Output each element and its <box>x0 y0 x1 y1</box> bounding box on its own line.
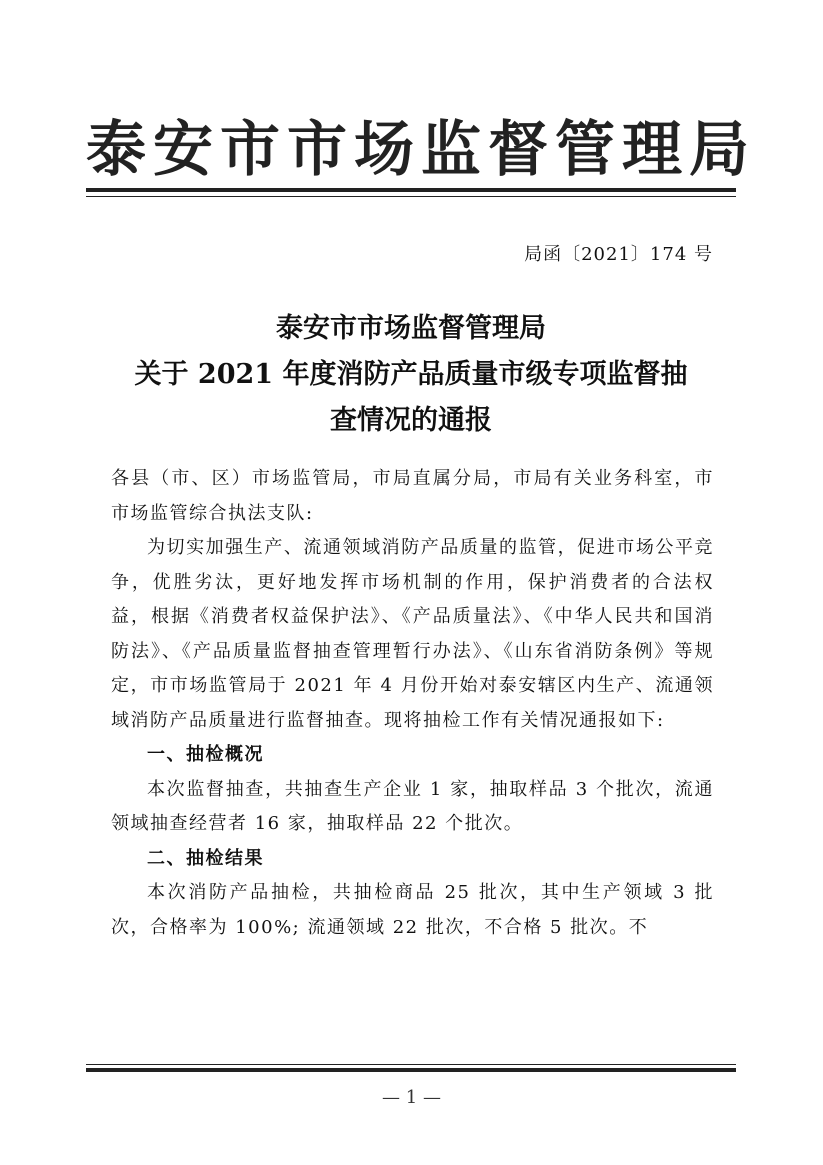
paragraph-results: 本次消防产品抽检，共抽检商品 25 批次，其中生产领域 3 批次，合格率为 100%; 流通领域 22 批次，不合格 5 批次。不 <box>111 882 714 938</box>
document-body <box>111 462 714 945</box>
title-line-3: 查情况的通报 <box>330 405 492 436</box>
salutation: 各县（市、区）市场监管局，市局直属分局，市局有关业务科室，市市场监管综合执法支队: <box>111 468 714 524</box>
document-title <box>86 306 736 444</box>
title-line-2: 关于 2021 年度消防产品质量市级专项监督抽 <box>134 359 688 390</box>
header-rule-thick <box>86 188 736 192</box>
paragraph-intro: 为切实加强生产、流通领域消防产品质量的监管，促进市场公平竞争，优胜劣汰，更好地发挥市场机制的作用，保护消费者的合法权益，根据《消费者权益保护法》、《产品质量法》、《中华人民共和国消防法》、《产品质量监督抽查管理暂行办法》、《山东省消防条例》等规定，市市场监管局于 2021 年 4 月份开始对泰安辖区内生产、流通领域消防产品质量进行监督抽查。现将抽检工作有关情况通报如下: <box>111 537 714 731</box>
header-rule-thin <box>86 196 736 197</box>
document-number: 局函〔2021〕174 号 <box>524 244 713 265</box>
paragraph-overview: 本次监督抽查，共抽查生产企业 1 家，抽取样品 3 个批次，流通领域抽查经营者 16 家，抽取样品 22 个批次。 <box>111 778 714 834</box>
agency-masthead: 泰安市市场监督管理局 <box>86 115 756 185</box>
section-heading-overview: 一、抽检概况 <box>147 744 264 765</box>
page-number: — 1 — <box>382 1087 441 1108</box>
footer-rule-thin <box>86 1064 736 1065</box>
section-heading-results: 二、抽检结果 <box>147 847 264 869</box>
footer-rule-thick <box>86 1068 736 1072</box>
title-line-1: 泰安市市场监督管理局 <box>276 313 546 344</box>
